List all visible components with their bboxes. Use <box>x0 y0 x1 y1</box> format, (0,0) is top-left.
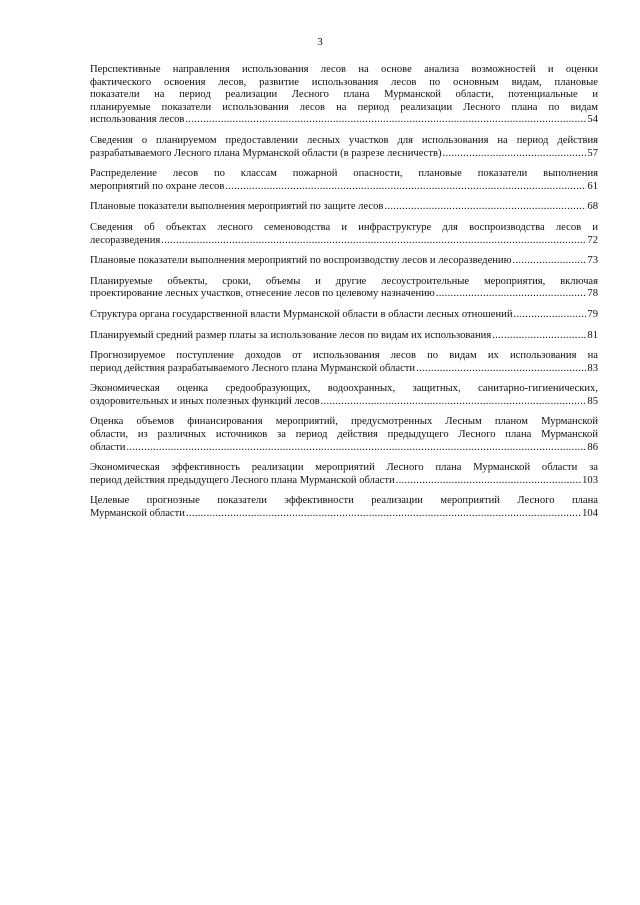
toc-page-number: 104 <box>582 508 598 520</box>
toc-entry-last-line <box>90 475 598 488</box>
toc-entry-last-line <box>90 181 598 194</box>
toc-page-number: 83 <box>587 362 598 374</box>
toc-entry[interactable] <box>90 416 598 454</box>
dot-leader <box>161 235 586 248</box>
dot-leader <box>514 309 587 322</box>
dot-leader <box>225 181 586 194</box>
toc-entry[interactable] <box>90 462 598 487</box>
toc-entry-last-line <box>90 508 598 521</box>
toc-entry[interactable] <box>90 350 598 375</box>
toc-page-number: 79 <box>587 308 598 320</box>
toc-entry-title-end: Планируемый средний размер платы за использование лесов по видам их использования <box>90 329 492 341</box>
toc-entry-last-line <box>90 235 598 248</box>
toc-entry-title-end: период действия предыдущего Лесного плана Мурманской области <box>90 474 395 486</box>
toc-entry[interactable] <box>90 383 598 408</box>
toc-entry-last-line <box>90 396 598 409</box>
dot-leader <box>416 363 586 376</box>
dot-leader <box>186 508 581 521</box>
toc-page-number: 85 <box>587 395 598 407</box>
toc-entry-title-end: период действия разрабатываемого Лесного плана Мурманской области <box>90 362 416 374</box>
toc-entry[interactable] <box>90 495 598 520</box>
toc-entry-text-line: Экономическая эффективность реализации мероприятий Лесного плана Мурманской области за <box>90 462 598 474</box>
toc-entry-last-line <box>90 201 598 214</box>
toc-page-number: 86 <box>587 441 598 453</box>
toc-entry-title-end: области <box>90 441 126 453</box>
toc-entry[interactable] <box>90 276 598 301</box>
toc-page-number: 73 <box>587 255 598 267</box>
toc-entry[interactable] <box>90 222 598 247</box>
page-number: 3 <box>317 36 323 48</box>
dot-leader <box>396 475 581 488</box>
toc-entry-text-line: Перспективные направления использования лесов на основе анализа возможностей и оценки <box>90 64 598 75</box>
toc-entry-last-line <box>90 255 598 268</box>
toc-entry-last-line <box>90 288 598 301</box>
toc-page-number: 78 <box>587 288 598 300</box>
toc-entry-title-end: оздоровительных и иных полезных функций лесов <box>90 395 320 407</box>
toc-page-number: 61 <box>587 180 598 192</box>
toc-entry-text-line: Сведения о планируемом предоставлении лесных участков для использования на период действия <box>90 134 598 146</box>
dot-leader <box>513 255 587 268</box>
dot-leader <box>384 201 586 214</box>
toc-entry-last-line <box>90 309 598 322</box>
toc-entry-title-end: Мурманской области <box>90 508 185 520</box>
toc-entry[interactable] <box>90 309 598 322</box>
toc-page-number: 54 <box>587 114 598 126</box>
toc-entry-text-line: показатели на период реализации Лесного плана Мурманской области, потенциальные и <box>90 89 598 101</box>
toc-entry[interactable] <box>90 201 598 214</box>
toc-entry-title-end: лесоразведения <box>90 234 161 246</box>
toc-page-number: 57 <box>587 147 598 159</box>
toc-entry-title-end: Структура органа государственной власти Мурманской области в области лесных отношений <box>90 308 513 320</box>
toc-entry-title-end: Плановые показатели выполнения мероприятий по защите лесов <box>90 201 384 213</box>
toc-entry-text-line: Распределение лесов по классам пожарной опасности, плановые показатели выполнения <box>90 168 598 180</box>
toc-entry-last-line <box>90 114 598 127</box>
toc-page-number: 68 <box>587 201 598 213</box>
toc-entry-last-line <box>90 363 598 376</box>
toc-entry-title-end: Плановые показатели выполнения мероприятий по воспроизводству лесов и лесоразведению <box>90 255 512 267</box>
toc-entry-text-line: Прогнозируемое поступление доходов от использования лесов по видам их использования на <box>90 350 598 362</box>
toc-entry[interactable] <box>90 64 598 127</box>
toc-page-number: 103 <box>582 474 598 486</box>
dot-leader <box>436 288 587 301</box>
dot-leader <box>185 114 586 127</box>
dot-leader <box>492 330 586 343</box>
dot-leader <box>126 442 586 455</box>
toc-entry-text-line: Экономическая оценка средообразующих, водоохранных, защитных, санитарно-гигиенических, <box>90 383 598 395</box>
toc-entry-text-line: Планируемые объекты, сроки, объемы и другие лесоустроительные мероприятия, включая <box>90 275 598 287</box>
toc-entry-text-line: планируемые показатели использования лесов на период реализации Лесного плана по видам <box>90 101 598 113</box>
toc-entry-last-line <box>90 330 598 343</box>
toc-page-number: 81 <box>587 329 598 341</box>
toc-entry[interactable] <box>90 330 598 343</box>
toc-entry-last-line <box>90 442 598 455</box>
toc-entry-title-end: использования лесов <box>90 114 185 126</box>
toc-page-number: 72 <box>587 234 598 246</box>
toc-entry-title-end: разрабатываемого Лесного плана Мурманской области (в разрезе лесничеств) <box>90 147 442 159</box>
toc-entry-last-line <box>90 148 598 161</box>
dot-leader <box>321 396 587 409</box>
toc-entry[interactable] <box>90 255 598 268</box>
toc-entry-text-line: Сведения об объектах лесного семеноводства и инфраструктуре для воспроизводства лесов и <box>90 221 598 233</box>
toc-entry-text-line: области, из различных источников за период действия предыдущего Лесного плана Мурманской <box>90 429 598 441</box>
toc-entry-title-end: проектирование лесных участков, отнесение лесов по целевому назначению <box>90 288 435 300</box>
toc-entry-text-line: Оценка объемов финансирования мероприятий, предусмотренных Лесным планом Мурманской <box>90 416 598 428</box>
dot-leader <box>443 148 587 161</box>
toc-entry-title-end: мероприятий по охране лесов <box>90 180 225 192</box>
toc-entry[interactable] <box>90 168 598 193</box>
toc-entry-text-line: фактического освоения лесов, развитие использования лесов по основным видам, плановые <box>90 76 598 88</box>
table-of-contents <box>90 64 598 529</box>
toc-entry-text-line: Целевые прогнозные показатели эффективности реализации мероприятий Лесного плана <box>90 495 598 507</box>
toc-entry[interactable] <box>90 135 598 160</box>
